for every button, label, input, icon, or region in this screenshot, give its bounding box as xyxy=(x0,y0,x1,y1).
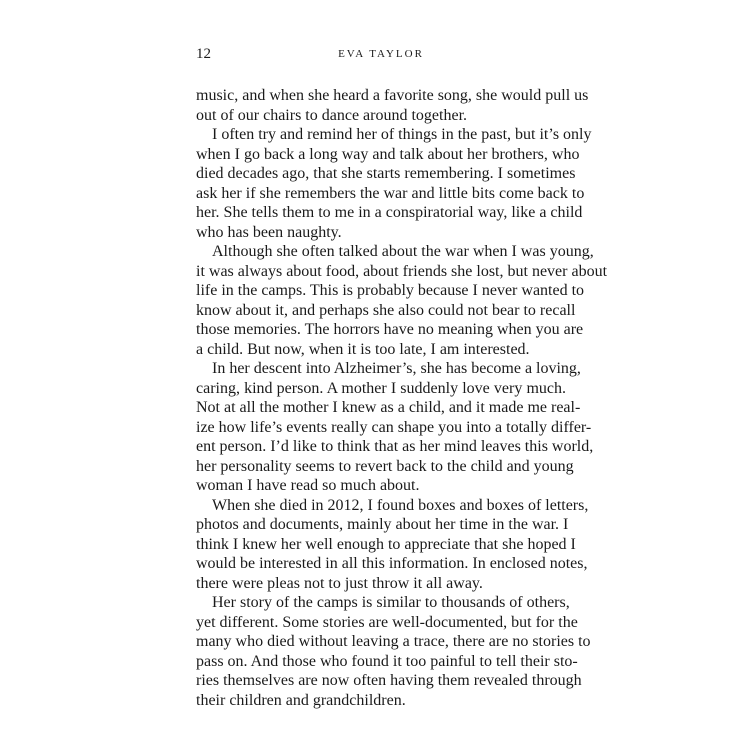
text-line: a child. But now, when it is too late, I am interested. xyxy=(196,340,530,358)
paragraph xyxy=(196,86,589,125)
text-line: Although she often talked about the war when I was young, xyxy=(212,243,594,260)
text-line: I often try and remind her of things in the past, but it’s only xyxy=(212,126,592,143)
text-line: many who died without leaving a trace, there are no stories to xyxy=(196,633,591,650)
text-line: out of our chairs to dance around together. xyxy=(196,106,468,124)
text-line: her. She tells them to me in a conspiratorial way, like a child xyxy=(196,204,583,221)
text-line: when I go back a long way and talk about her brothers, who xyxy=(196,145,580,163)
paragraph xyxy=(196,242,608,359)
paragraph xyxy=(196,496,589,594)
text-line: died decades ago, that she starts remembering. I sometimes xyxy=(196,165,576,182)
text-line: there were pleas not to just throw it all away. xyxy=(196,574,483,592)
text-line: In her descent into Alzheimer’s, she has become a loving, xyxy=(212,360,581,377)
text-line: her personality seems to revert back to the child and young xyxy=(196,457,574,475)
text-line: Her story of the camps is similar to thousands of others, xyxy=(212,594,570,611)
paragraph xyxy=(196,125,592,242)
text-line: know about it, and perhaps she also could not bear to recall xyxy=(196,301,576,319)
text-line: When she died in 2012, I found boxes and boxes of letters, xyxy=(212,496,589,514)
text-line: Not at all the mother I knew as a child, and it made me real- xyxy=(196,399,581,416)
text-line: ize how life’s events really can shape you into a totally differ- xyxy=(196,418,592,436)
paragraph xyxy=(196,359,594,496)
text-line: would be interested in all this information. In enclosed notes, xyxy=(196,555,588,572)
text-line: woman I have read so much about. xyxy=(196,477,420,494)
text-line: their children and grandchildren. xyxy=(196,691,406,709)
running-head: EVA TAYLOR xyxy=(338,48,424,60)
text-line: music, and when she heard a favorite song, she would pull us xyxy=(196,87,589,104)
text-line: who has been naughty. xyxy=(196,223,342,241)
text-line: it was always about food, about friends she lost, but never about xyxy=(196,262,608,280)
text-line: ent person. I’d like to think that as her mind leaves this world, xyxy=(196,438,594,455)
text-line: photos and documents, mainly about her time in the war. I xyxy=(196,516,569,533)
body-text xyxy=(196,86,608,710)
text-line: those memories. The horrors have no meaning when you are xyxy=(196,321,584,338)
text-line: think I knew her well enough to appreciate that she hoped I xyxy=(196,535,576,553)
paragraph xyxy=(196,593,591,710)
text-line: ries themselves are now often having them revealed through xyxy=(196,672,582,689)
text-line: life in the camps. This is probably because I never wanted to xyxy=(196,282,585,299)
page-number: 12 xyxy=(196,46,211,62)
text-line: caring, kind person. A mother I suddenly love very much. xyxy=(196,379,566,397)
text-line: pass on. And those who found it too painful to tell their sto- xyxy=(196,652,578,670)
text-line: ask her if she remembers the war and little bits come back to xyxy=(196,184,585,202)
text-line: yet different. Some stories are well-documented, but for the xyxy=(196,613,578,631)
